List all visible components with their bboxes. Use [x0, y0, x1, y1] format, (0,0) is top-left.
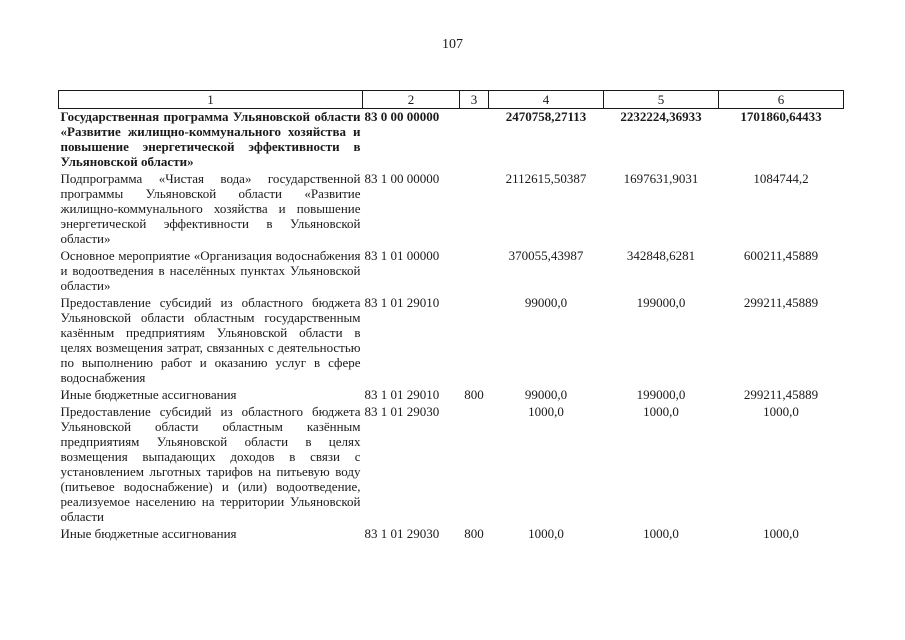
- row-year2: 1697631,9031: [623, 171, 699, 186]
- table-row-main-activity: [59, 248, 844, 295]
- row-year1: 1000,0: [528, 526, 564, 541]
- row-name: Основное мероприятие «Организация водоснабжения и водоотведения в населённых пунктах Ульяновской области»: [60, 248, 361, 293]
- row-year2: 342848,6281: [626, 248, 696, 263]
- row-code: 83 1 01 29010: [364, 295, 440, 310]
- row-code: 83 1 00 00000: [364, 171, 440, 186]
- row-year1: 2470758,27113: [505, 109, 587, 124]
- row-year1: 370055,43987: [508, 248, 584, 263]
- row-vr: [460, 248, 489, 295]
- row-year3: 1701860,64433: [740, 109, 822, 124]
- row-code: 83 0 00 00000: [364, 109, 440, 124]
- budget-table: [58, 90, 844, 543]
- table-row-subsidy-water-supply: [59, 295, 844, 387]
- row-year1: 99000,0: [524, 295, 568, 310]
- row-year3: 299211,45889: [743, 295, 819, 310]
- row-name: Иные бюджетные ассигнования: [60, 387, 237, 402]
- row-year1: 1000,0: [528, 404, 564, 419]
- row-year3: 299211,45889: [743, 387, 819, 402]
- row-code: 83 1 01 29030: [364, 404, 440, 419]
- column-header-code: 2: [363, 91, 460, 109]
- table-row-program: [59, 109, 844, 172]
- row-name: Подпрограмма «Чистая вода» государственной программы Ульяновской области «Развитие жилищно-коммунального хозяйства и повышение энергетической эффективности в Ульяновской области»: [60, 171, 361, 246]
- row-code: 83 1 01 29010: [364, 387, 440, 402]
- column-header-year2: 5: [604, 91, 719, 109]
- table-header-row: [59, 91, 844, 109]
- page-number: 107: [442, 37, 463, 52]
- row-year2: 1000,0: [643, 526, 679, 541]
- row-code: 83 1 01 29030: [364, 526, 440, 541]
- row-vr: [460, 109, 489, 172]
- row-name: Иные бюджетные ассигнования: [60, 526, 237, 541]
- table-row-other-allocations: [59, 387, 844, 404]
- table-row-subsidy-tariffs: [59, 404, 844, 526]
- row-year3: 1000,0: [763, 404, 799, 419]
- column-header-vr: 3: [460, 91, 489, 109]
- row-vr: [460, 404, 489, 526]
- row-vr: [460, 295, 489, 387]
- row-year2: 2232224,36933: [620, 109, 702, 124]
- row-year1: 99000,0: [524, 387, 568, 402]
- row-year3: 1000,0: [763, 526, 799, 541]
- column-header-year3: 6: [719, 91, 844, 109]
- row-vr: 800: [464, 387, 484, 402]
- row-name: Предоставление субсидий из областного бюджета Ульяновской области областным казённым предприятиям Ульяновской области в целях возмещения выпадающих доходов в связи с установлением льготных тарифов на питьевую воду (питьевое водоснабжение) и (или) водоотведение, реализуемое населению на территории Ульяновской области: [60, 404, 361, 524]
- row-year3: 1084744,2: [753, 171, 809, 186]
- row-name: Предоставление субсидий из областного бюджета Ульяновской области областным государственным казённым предприятиям Ульяновской области в целях возмещения затрат, связанных с деятельностью по выполнению работ и оказанию услуг в сфере водоснабжения: [60, 295, 361, 385]
- table-row-subprogram: [59, 171, 844, 248]
- row-year1: 2112615,50387: [505, 171, 587, 186]
- row-year2: 199000,0: [636, 295, 686, 310]
- row-year2: 199000,0: [636, 387, 686, 402]
- row-year3: 600211,45889: [743, 248, 819, 263]
- table-row-other-allocations: [59, 526, 844, 543]
- row-code: 83 1 01 00000: [364, 248, 440, 263]
- column-header-name: 1: [59, 91, 363, 109]
- column-header-year1: 4: [489, 91, 604, 109]
- row-name: Государственная программа Ульяновской области «Развитие жилищно-коммунального хозяйства и повышение энергетической эффективности в Ульяновской области»: [60, 109, 361, 169]
- row-vr: [460, 171, 489, 248]
- row-year2: 1000,0: [643, 404, 679, 419]
- row-vr: 800: [464, 526, 484, 541]
